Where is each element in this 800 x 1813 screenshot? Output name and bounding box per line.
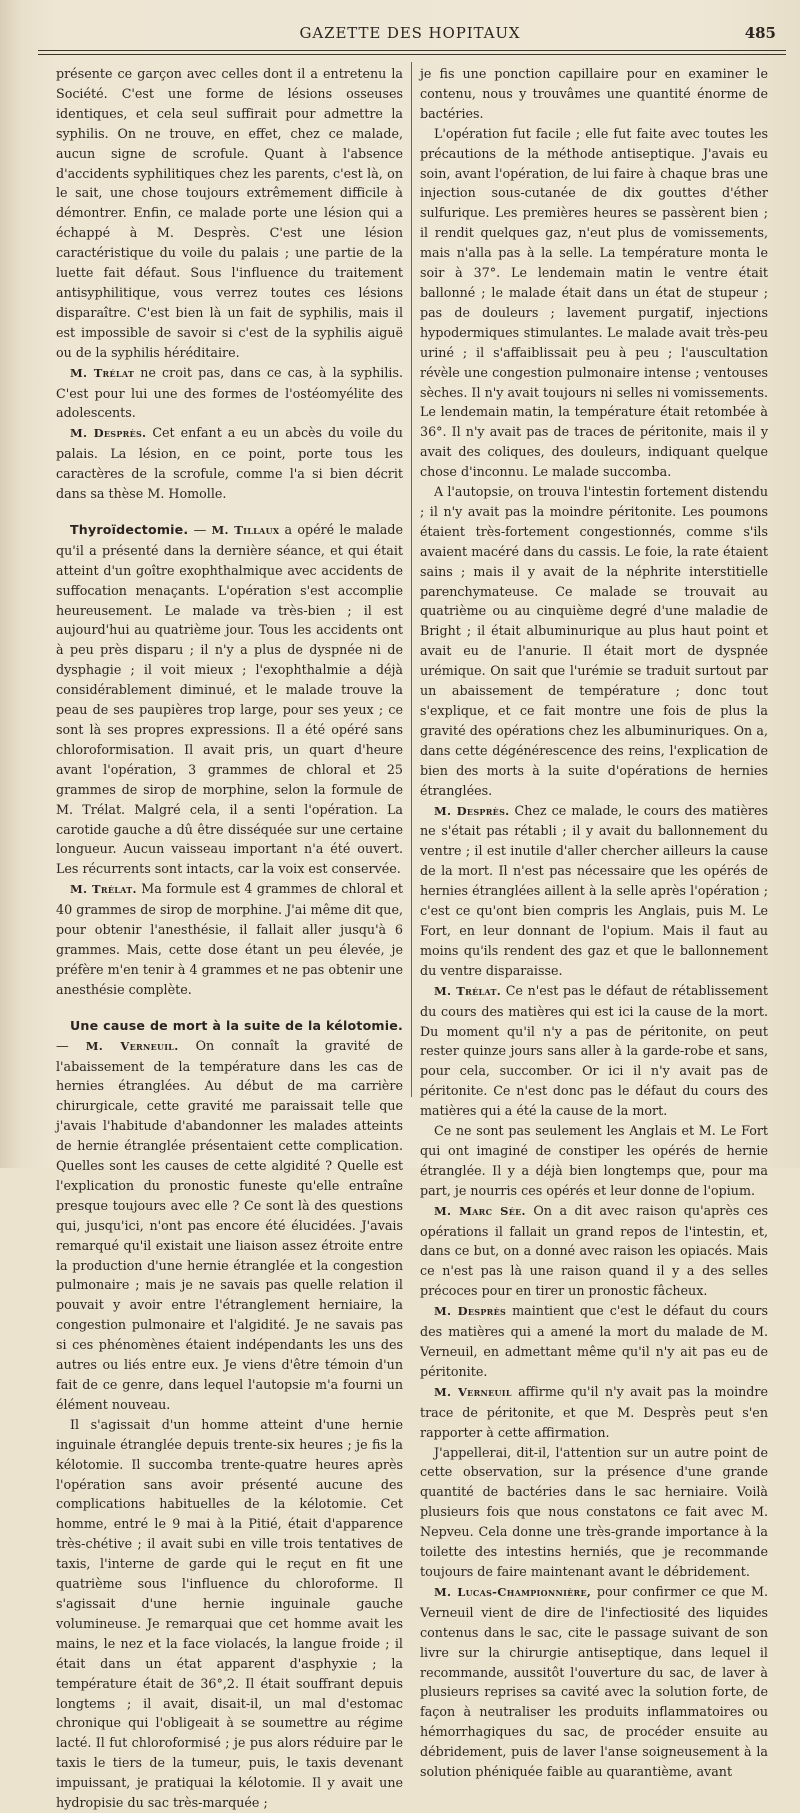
- section-heading: Thyroïdectomie.: [70, 521, 189, 537]
- speaker-name: M. Lucas-Championnière,: [434, 1584, 592, 1599]
- paragraph: J'appellerai, dit-il, l'attention sur un autre point de cette observation, sur la présence d'une grande quantité de bactéries dans le sac herniaire. Voilà plusieurs fois que nous constatons ce fait avec M. Nepveu. Cela donne une très-grande importance à la toilette des intestins herniés, que je recommande toujours de faire maintenant avant le débridement.: [420, 1444, 768, 1579]
- paragraph: Ce ne sont pas seulement les Anglais et M. Le Fort qui ont imaginé de constiper les opérés de hernie étranglée. Il y a déjà bien longtemps que, pour ma part, je nourris ces opérés et leur donne de l'opium.: [420, 1123, 768, 1198]
- speaker-name: M. Desprès: [434, 1304, 507, 1319]
- paragraph: [56, 423, 403, 504]
- speaker-name: M. Marc Sée.: [434, 1203, 526, 1218]
- paragraph: je fis une ponction capillaire pour en examiner le contenu, nous y trouvâmes une quantité énorme de bactéries.: [420, 66, 768, 121]
- dash: —: [188, 521, 212, 537]
- paragraph-text: On a dit avec raison qu'après ces opérations il fallait un grand repos de l'intestin, et, dans ce but, on a donné avec raison les opiacés. Mais ce n'est pas là une raison quand il y a des selles précoces pour en tirer un pronostic fâcheux.: [420, 1202, 769, 1299]
- paragraph-text: ne croit pas, dans ce cas, à la syphilis. C'est pour lui une des formes de l'ostéomyélite des adolescents.: [56, 364, 403, 421]
- dash: —: [56, 1037, 86, 1053]
- right-column: [420, 64, 768, 1782]
- section-heading: Une cause de mort à la suite de la kélotomie.: [70, 1017, 403, 1033]
- paragraph: [56, 363, 403, 424]
- journal-title: GAZETTE DES HOPITAUX: [299, 24, 521, 42]
- speaker-name: M. Trélat.: [434, 983, 502, 998]
- section-paragraph: [56, 1016, 403, 1415]
- speaker-name: M. Tillaux: [211, 522, 280, 537]
- paragraph-text: Chez ce malade, le cours des matières ne s'était pas rétabli ; il y avait du ballonnement du ventre ; il est inutile d'aller chercher ailleurs la cause de la mort. Il n'est pas nécessaire que les opérés de hernies étranglées aillent à la selle après l'opération ; c'est ce qu'ont bien compris les Anglais, puis M. Le Fort, en leur donnant de l'opium. Mais il faut au moins qu'ils rendent des gaz et que le ballonnement du ventre disparaisse.: [420, 802, 769, 978]
- section-paragraph: [56, 520, 403, 879]
- speaker-name: M. Trélat: [70, 365, 135, 380]
- paragraph-text: Ce n'est pas le défaut de rétablissement du cours des matières qui est ici la cause de la mort. Du moment qu'il n'y a pas de péritonite, on peut rester quinze jours sans aller à la garde-robe et sans, pour cela, succomber. Or ici il n'y avait pas de péritonite. Ce n'est donc pas le défaut du cours des matières qui a été la cause de la mort.: [420, 982, 768, 1119]
- paragraph: [420, 1301, 768, 1382]
- speaker-name: M. Verneuil.: [85, 1038, 179, 1053]
- paragraph-text: On connaît la gravité de l'abaissement de la température dans les cas de hernies étranglées. Au début de ma carrière chirurgicale, cette gravité me paraissait telle que j'avais l'habitude d'abandonner les malades atteints de hernie étranglée présentaient cette complication. Quelles sont les causes de cette algidité ? Quelle est l'explication du pronostic funeste qu'elle entraîne presque toujours avec elle ? Ce sont là des questions qui, jusqu'ici, n'ont pas encore été élucidées. J'avais remarqué qu'il existait une liaison assez étroite entre la production d'une hernie étranglée et la congestion pulmonaire ; mais je ne savais pas quelle relation il pouvait y avoir entre l'étranglement herniaire, la congestion pulmonaire et l'algidité. Je ne savais pas si ces phénomènes étaient indépendants les uns des autres ou liés entre eux. Je viens d'être témoin d'un fait de ce genre, dans lequel l'autopsie m'a fourni un élément nouveau.: [56, 1037, 403, 1412]
- page-number: 485: [744, 24, 776, 42]
- paragraph-text: Ma formule est 4 grammes de chloral et 40 grammes de sirop de morphine. J'ai même dit que, pour obtenir l'anesthésie, il fallait aller jusqu'à 6 grammes. Mais, cette dose étant un peu élevée, je préfère m'en tenir à 4 grammes et ne pas obtenir une anesthésie complète.: [56, 881, 403, 997]
- paragraph-text: pour confirmer ce que M. Verneuil vient de dire de l'infectiosité des liquides contenus dans le sac, cite le passage suivant de son livre sur la chirurgie antiseptique, dans lequel il recommande, aussitôt l'ouverture du sac, de laver à plusieurs reprises sa cavité avec la solution forte, de façon à neutraliser les produits inflammatoires ou hémorrhagiques du sac, de procéder ensuite au débridement, puis de laver l'anse soigneusement à la solution phéniquée faible au quarantième, avant: [420, 1583, 768, 1780]
- left-column: [56, 64, 403, 1813]
- paragraph: A l'autopsie, on trouva l'intestin fortement distendu ; il n'y avait pas la moindre péritonite. Les poumons étaient très-fortement congestionnés, comme s'ils avaient macéré dans du cassis. Le foie, la rate étaient sains ; mais il y avait de la néphrite interstitielle parenchymateuse. Ce malade se trouvait au quatrième ou au cinquième degré d'une maladie de Bright ; il était albuminurique au plus haut point et avait eu de l'anurie. Il était mort de dyspnée urémique. On sait que l'urémie se traduit surtout par un abaissement de température ; donc tout s'explique, et ce fait montre une fois de plus la gravité des opérations chez les albuminuriques. On a, dans cette dégénérescence des reins, l'explication de bien des morts à la suite d'opérations de hernies étranglées.: [420, 484, 768, 798]
- paragraph: [420, 801, 768, 981]
- speaker-name: M. Trélat.: [70, 882, 137, 897]
- paragraph: [420, 981, 768, 1121]
- paragraph: [420, 1201, 768, 1302]
- paragraph-text: affirme qu'il n'y avait pas la moindre trace de péritonite, et que M. Desprès peut s'en rapporter à cette affirmation.: [420, 1383, 769, 1440]
- paragraph: présente ce garçon avec celles dont il a entretenu la Société. C'est une forme de lésions osseuses identiques, et cela seul suffirait pour admettre la syphilis. On ne trouve, en effet, chez ce malade, aucun signe de scrofule. Quant à l'absence d'accidents syphilitiques chez les parents, c'est là, on le sait, une chose toujours extrêmement difficile à démontrer. Enfin, ce malade porte une lésion qui a échappé à M. Desprès. C'est une lésion caractéristique du voile du palais ; une partie de la luette fait défaut. Sous l'influence du traitement antisyphilitique, vous verrez toutes ces lésions disparaître. C'est bien là un fait de syphilis, mais il est impossible de savoir si c'est de la syphilis aiguë ou de la syphilis héréditaire.: [56, 66, 403, 360]
- column-divider: [411, 62, 412, 1097]
- header-rule-thin: [38, 54, 786, 55]
- paragraph: [420, 1582, 768, 1782]
- speaker-name: M. Verneuil: [434, 1384, 512, 1399]
- paragraph: Il s'agissait d'un homme atteint d'une hernie inguinale étranglée depuis trente-six heures ; je fis la kélotomie. Il succomba trente-quatre heures après l'opération sans avoir présenté aucune des complications habituelles de la kélotomie. Cet homme, entré le 9 mai à la Pitié, était d'apparence très-chétive ; il avait subi en ville trois tentatives de taxis, l'interne de garde qui le reçut en fit une quatrième sous l'influence du chloroforme. Il s'agissait d'une hernie inguinale gauche volumineuse. Je remarquai que cet homme avait les mains, le nez et la face violacés, la langue froide ; il était dans un état apparent d'asphyxie ; la température était de 36°,2. Il était souffrant depuis longtems ; il avait, disait-il, un mal d'estomac chronique qui l'obligeait à se soumettre au régime lacté. Il fut chloroformisé ; je pus alors réduire par le taxis le tiers de la tumeur, puis, le taxis devenant impuissant, je pratiquai la kélotomie. Il y avait une hydropisie du sac très-marquée ;: [56, 1416, 403, 1811]
- page-header: [40, 24, 780, 44]
- paragraph-text: a opéré le malade qu'il a présenté dans la dernière séance, et qui était atteint d'un goître exophthalmique avec accidents de suffocation menaçants. L'opération s'est accomplie heureusement. Le malade va très-bien ; il est aujourd'hui au quatrième jour. Tous les accidents ont à peu près disparu ; il n'y a plus de dyspnée ni de dysphagie ; il voit mieux ; l'exophthalmie a déjà considérablement diminué, et le malade trouve la peau de ses paupières trop large, pour ses yeux ; ce sont là ses propres expressions. Il a été opéré sans chloroformisation. Il avait pris, un quart d'heure avant l'opération, 3 grammes de chloral et 25 grammes de sirop de morphine, selon la formule de M. Trélat. Malgré cela, il a senti l'opération. La carotide gauche a dû être disséquée sur une certaine longueur. Aucun vaisseau important n'a été ouvert. Les récurrents sont intacts, car la voix est conservée.: [56, 521, 403, 877]
- speaker-name: M. Desprès.: [434, 803, 510, 818]
- header-rule: [38, 50, 786, 51]
- speaker-name: M. Desprès.: [70, 426, 147, 441]
- paragraph-text: Cet enfant a eu un abcès du voile du palais. La lésion, en ce point, porte tous les caractères de la scrofule, comme l'a si bien décrit dans sa thèse M. Homolle.: [56, 425, 403, 502]
- paragraph: [420, 1382, 768, 1443]
- paragraph-text: maintient que c'est le défaut du cours des matières qui a amené la mort du malade de M. Verneuil, en admettant même qu'il n'y ait pas eu de péritonite.: [420, 1303, 768, 1379]
- paragraph: [56, 879, 403, 999]
- paragraph: L'opération fut facile ; elle fut faite avec toutes les précautions de la méthode antiseptique. J'avais eu soin, avant l'opération, de lui faire à chaque bras une injection sous-cutanée de dix gouttes d'éther sulfurique. Les premières heures se passèrent bien ; il rendit quelques gaz, n'eut plus de vomissements, mais n'alla pas à la selle. La température monta le soir à 37°. Le lendemain matin le ventre était ballonné ; le malade était dans un état de stupeur ; pas de douleurs ; lavement purgatif, injections hypodermiques stimulantes. Le malade avait très-peu uriné ; il s'affaiblissait peu à peu ; l'auscultation révèle une congestion pulmonaire intense ; ventouses sèches. Il n'y avait toujours ni selles ni vomissements. Le lendemain matin, la température était retombée à 36°. Il n'y avait pas de traces de péritonite, mais il y avait des coliques, des douleurs, indiquant quelque chose d'inconnu. Le malade succomba.: [420, 125, 768, 480]
